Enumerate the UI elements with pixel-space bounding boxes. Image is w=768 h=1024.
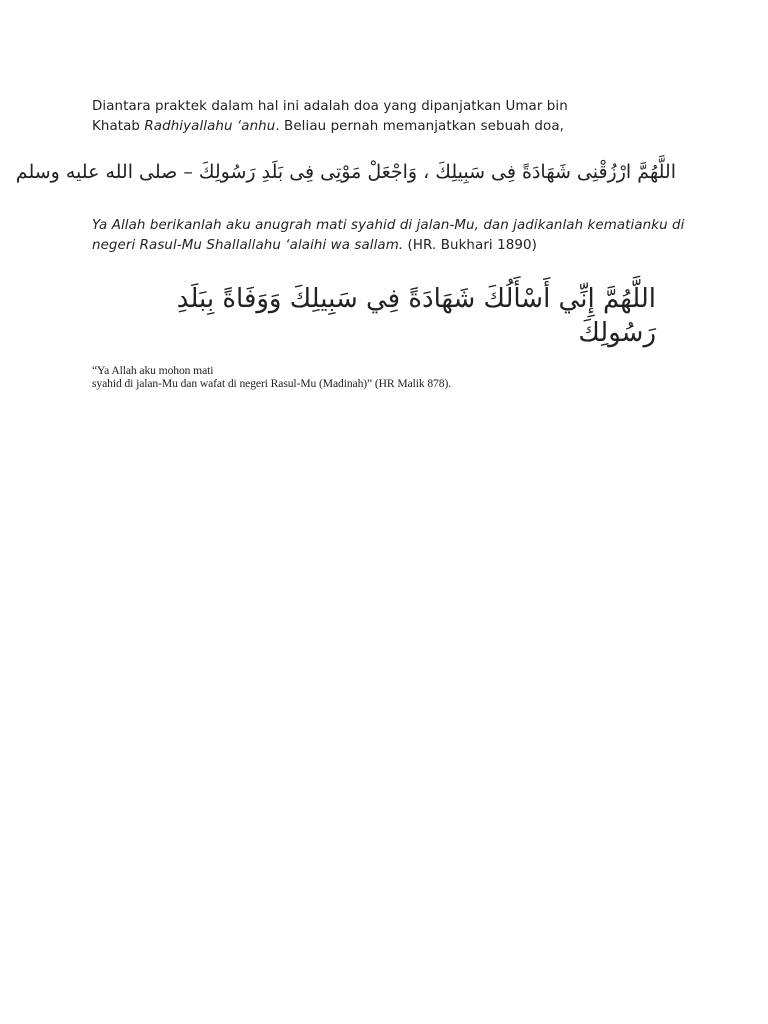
intro-honorific: Radhiyallahu ‘anhu xyxy=(144,119,276,134)
intro-line-1: Diantara praktek dalam hal ini adalah doa yang dipanjatkan Umar bin xyxy=(92,99,568,114)
dua-2-arabic-line-1: اللَّهُمَّ إِنِّي أَسْأَلُكَ شَهَادَةً فِي سَبِيلِكَ وَوَفَاةً بِبَلَدِ xyxy=(176,284,656,314)
dua-1-translation xyxy=(92,216,685,256)
dua-2-arabic xyxy=(76,282,656,350)
dua-1-translation-line-1: Ya Allah berikanlah aku anugrah mati syahid di jalan-Mu, dan jadikanlah kematianku di xyxy=(92,218,685,233)
dua-2-translation xyxy=(92,364,652,390)
dua-1-arabic: اللَّهُمَّ ارْزُقْنِى شَهَادَةً فِى سَبِيلِكَ ، وَاجْعَلْ مَوْتِى فِى بَلَدِ رَسُولِكَ – صلى الله عليه وسلم xyxy=(15,161,676,183)
intro-paragraph xyxy=(92,97,692,137)
intro-line-2-suffix: . Beliau pernah memanjatkan sebuah doa, xyxy=(275,119,564,134)
dua-1-translation-italic: negeri Rasul-Mu Shallallahu ‘alaihi wa sallam. xyxy=(92,238,404,253)
intro-line-2-prefix: Khatab xyxy=(92,119,145,134)
dua-2-translation-line-1: “Ya Allah aku mohon mati xyxy=(92,364,214,377)
dua-2-translation-line-2: syahid di jalan-Mu dan wafat di negeri Rasul-Mu (Madinah)” (HR Malik 878). xyxy=(92,377,452,390)
dua-1-translation-line-2 xyxy=(92,236,682,256)
intro-line-2 xyxy=(92,117,692,137)
dua-1-hadith-reference: (HR. Bukhari 1890) xyxy=(403,238,537,253)
dua-2-arabic-line-2: رَسُولِكَ xyxy=(578,318,656,348)
